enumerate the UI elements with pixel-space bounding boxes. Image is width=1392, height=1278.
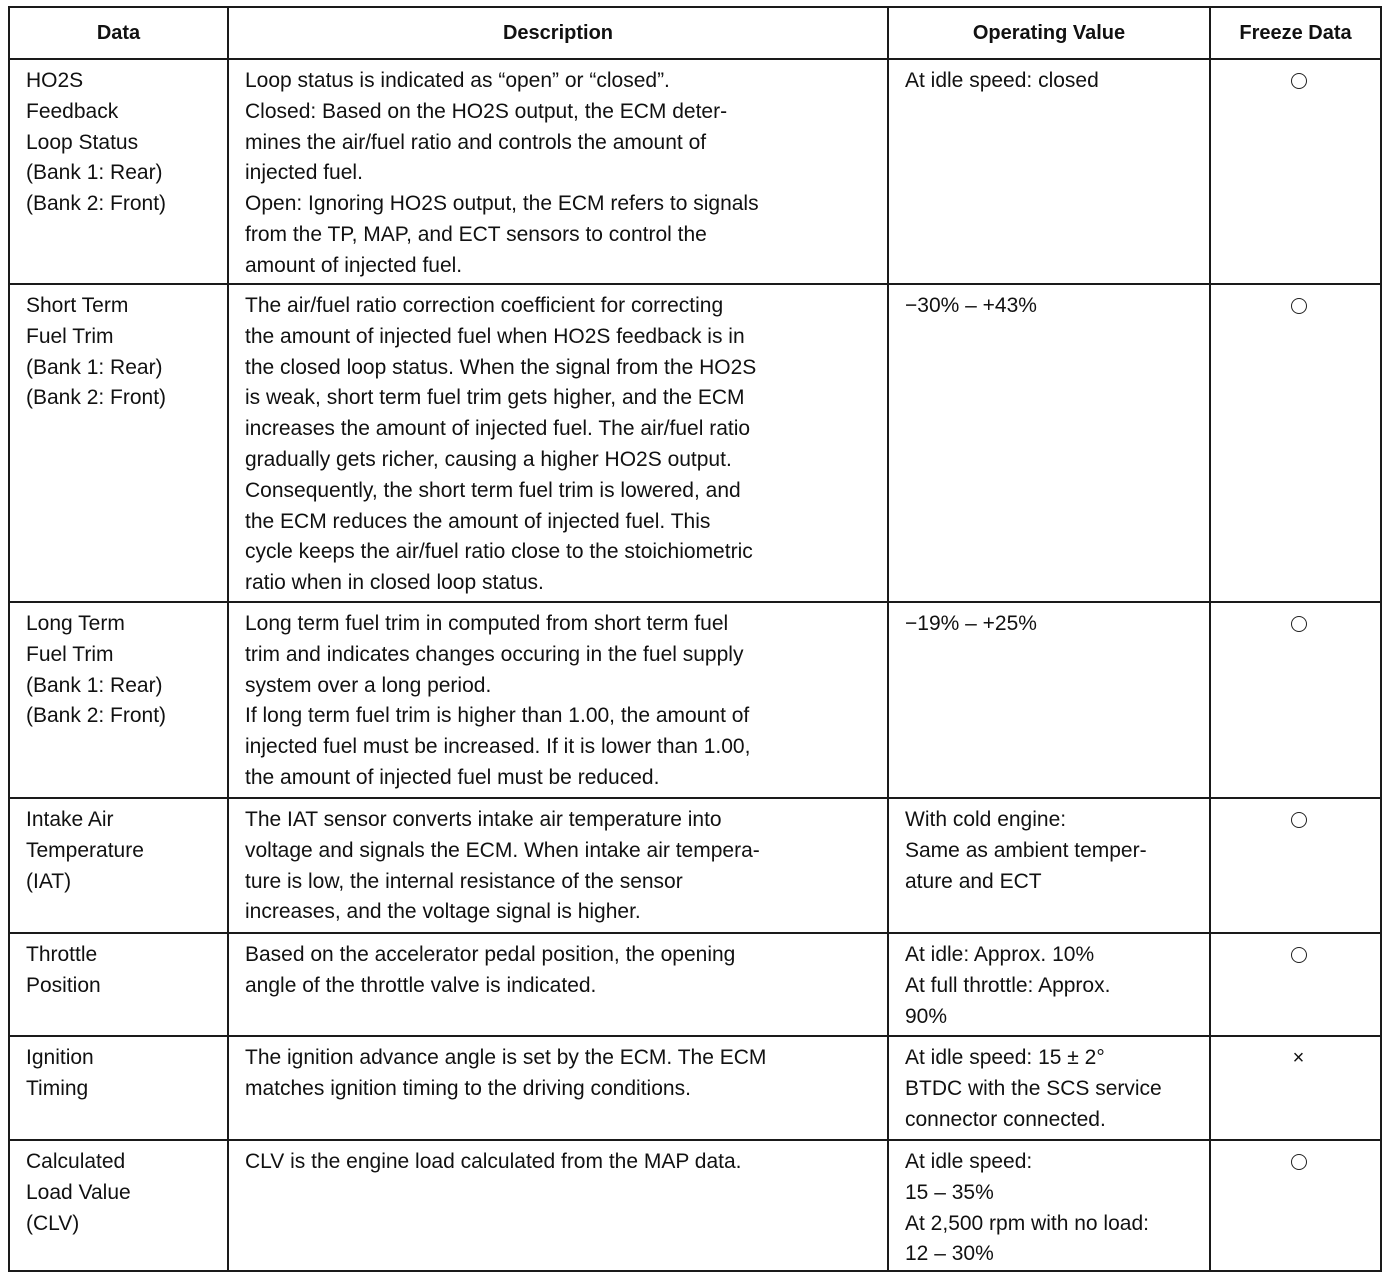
header-freeze-data: Freeze Data xyxy=(1210,7,1381,59)
operating-value-cell: −19% – +25% xyxy=(888,602,1210,798)
table-row xyxy=(9,1140,1381,1271)
operating-value-cell: At idle speed: closed xyxy=(888,59,1210,284)
description-cell: Loop status is indicated as “open” or “closed”. Closed: Based on the HO2S output, the ECM deter- mines the air/fuel ratio and controls the amount of injected fuel. Open: Ignoring HO2S output, the ECM refers to signals from the TP, MAP, and ECT sensors to control the amount of injected fuel. xyxy=(228,59,888,284)
table-row xyxy=(9,284,1381,602)
circle-icon xyxy=(1291,1154,1307,1170)
description-cell: Long term fuel trim in computed from short term fuel trim and indicates changes occuring in the fuel supply system over a long period. If long term fuel trim is higher than 1.00, the amount of injected fuel must be increased. If it is lower than 1.00, the amount of injected fuel must be reduced. xyxy=(228,602,888,798)
circle-icon xyxy=(1291,298,1307,314)
description-cell: The IAT sensor converts intake air temperature into voltage and signals the ECM. When intake air tempera- ture is low, the internal resistance of the sensor increases, and the voltage signal is higher. xyxy=(228,798,888,933)
header-data: Data xyxy=(9,7,228,59)
data-cell: Throttle Position xyxy=(9,933,228,1036)
table-row xyxy=(9,798,1381,933)
table-row xyxy=(9,602,1381,798)
table-row xyxy=(9,59,1381,284)
header-description: Description xyxy=(228,7,888,59)
cross-icon: × xyxy=(1292,1047,1305,1070)
data-cell: Long Term Fuel Trim (Bank 1: Rear) (Bank 2: Front) xyxy=(9,602,228,798)
data-cell: Short Term Fuel Trim (Bank 1: Rear) (Bank 2: Front) xyxy=(9,284,228,602)
header-row xyxy=(9,7,1381,59)
freeze-data-cell xyxy=(1210,284,1381,602)
data-cell: Ignition Timing xyxy=(9,1036,228,1140)
data-list-table xyxy=(8,6,1382,1272)
operating-value-cell: At idle speed: 15 ± 2° BTDC with the SCS service connector connected. xyxy=(888,1036,1210,1140)
circle-icon xyxy=(1291,73,1307,89)
freeze-data-cell xyxy=(1210,933,1381,1036)
freeze-data-cell xyxy=(1210,1140,1381,1271)
freeze-data-cell xyxy=(1210,59,1381,284)
table-row xyxy=(9,1036,1381,1140)
table-row xyxy=(9,933,1381,1036)
circle-icon xyxy=(1291,947,1307,963)
operating-value-cell: −30% – +43% xyxy=(888,284,1210,602)
data-cell: Intake Air Temperature (IAT) xyxy=(9,798,228,933)
operating-value-cell: At idle: Approx. 10% At full throttle: Approx. 90% xyxy=(888,933,1210,1036)
description-cell: The ignition advance angle is set by the ECM. The ECM matches ignition timing to the driving conditions. xyxy=(228,1036,888,1140)
circle-icon xyxy=(1291,616,1307,632)
description-cell: The air/fuel ratio correction coefficient for correcting the amount of injected fuel when HO2S feedback is in the closed loop status. When the signal from the HO2S is weak, short term fuel trim gets higher, and the ECM increases the amount of injected fuel. The air/fuel ratio gradually gets richer, causing a higher HO2S output. Consequently, the short term fuel trim is lowered, and the ECM reduces the amount of injected fuel. This cycle keeps the air/fuel ratio close to the stoichiometric ratio when in closed loop status. xyxy=(228,284,888,602)
operating-value-cell: At idle speed: 15 – 35% At 2,500 rpm with no load: 12 – 30% xyxy=(888,1140,1210,1271)
freeze-data-cell xyxy=(1210,798,1381,933)
circle-icon xyxy=(1291,812,1307,828)
data-cell: HO2S Feedback Loop Status (Bank 1: Rear) (Bank 2: Front) xyxy=(9,59,228,284)
freeze-data-cell xyxy=(1210,602,1381,798)
description-cell: CLV is the engine load calculated from the MAP data. xyxy=(228,1140,888,1271)
description-cell: Based on the accelerator pedal position, the opening angle of the throttle valve is indicated. xyxy=(228,933,888,1036)
data-cell: Calculated Load Value (CLV) xyxy=(9,1140,228,1271)
freeze-data-cell xyxy=(1210,1036,1381,1140)
header-operating-value: Operating Value xyxy=(888,7,1210,59)
operating-value-cell: With cold engine: Same as ambient temper- ature and ECT xyxy=(888,798,1210,933)
